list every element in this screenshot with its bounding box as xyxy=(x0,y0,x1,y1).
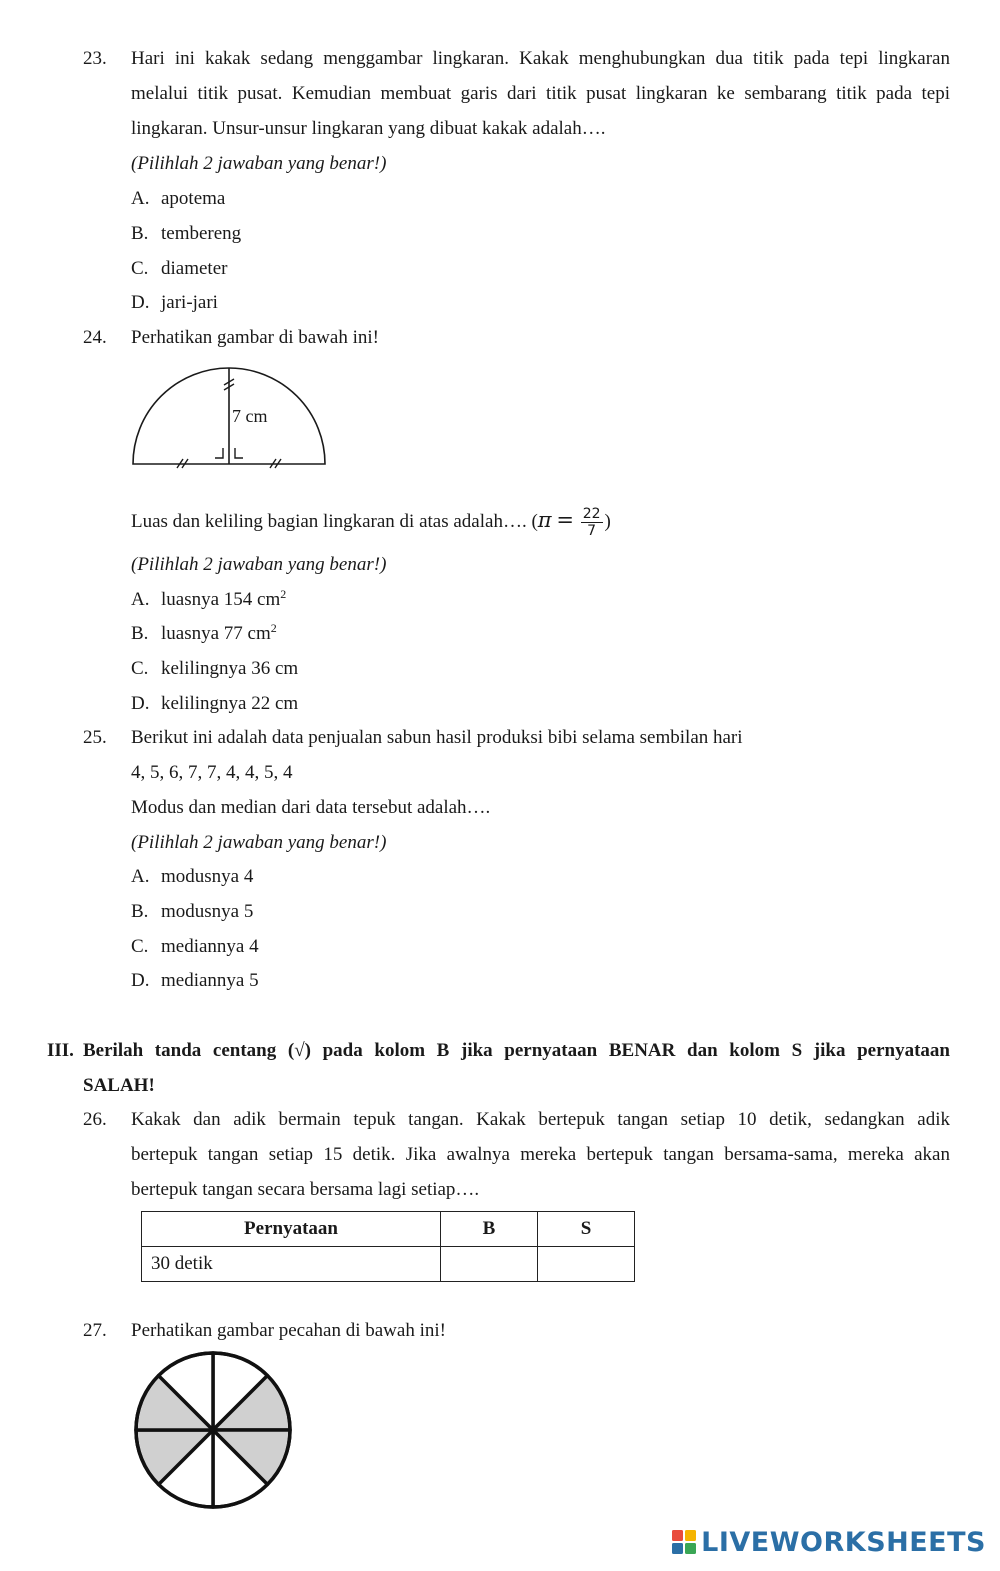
statement-table-header-row xyxy=(142,1212,635,1247)
question-25-data: 4, 5, 6, 7, 7, 4, 4, 5, 4 xyxy=(131,762,293,783)
question-23-instruction: (Pilihlah 2 jawaban yang benar!) xyxy=(131,153,387,174)
table-row xyxy=(142,1247,635,1282)
question-24-question: Luas dan keliling bagian lingkaran di atas adalah…. (π = $\frac{22}{7}$ ) xyxy=(131,506,611,540)
radius-label: 7 cm xyxy=(232,406,268,426)
question-24-number: 24. xyxy=(83,327,107,348)
right-angle-mark-right xyxy=(235,448,243,458)
question-26-line-3: bertepuk tangan secara bersama lagi setiap…. xyxy=(131,1179,480,1200)
question-26-number: 26. xyxy=(83,1109,107,1130)
question-23-line-1: Hari ini kakak sedang menggambar lingkaran. Kakak menghubungkan dua titik pada tepi lingkaran xyxy=(131,48,950,69)
section-3-numeral: III. xyxy=(47,1040,74,1061)
header-pernyataan: Pernyataan xyxy=(142,1212,441,1247)
question-24-option-d[interactable]: D. kelilingnya 22 cm xyxy=(131,693,299,714)
header-b: B xyxy=(441,1212,538,1247)
question-27-prompt: Perhatikan gambar pecahan di bawah ini! xyxy=(131,1320,446,1341)
answer-cell-s[interactable] xyxy=(538,1247,635,1282)
liveworksheets-logo-text: LIVEWORKSHEETS xyxy=(701,1526,986,1558)
question-23-text xyxy=(131,41,950,146)
question-25-option-c[interactable]: C. mediannya 4 xyxy=(131,936,259,957)
section-3-line-1: Berilah tanda centang (√) pada kolom B jika pernyataan BENAR dan kolom S jika pernyataan xyxy=(83,1040,950,1061)
question-23-option-d[interactable]: D. jari-jari xyxy=(131,292,218,313)
liveworksheets-logo-icon xyxy=(671,1529,697,1555)
question-23-line-3: lingkaran. Unsur-unsur lingkaran yang dibuat kakak adalah…. xyxy=(131,118,606,139)
question-25-option-a[interactable]: A. modusnya 4 xyxy=(131,866,254,887)
question-24-prompt: Perhatikan gambar di bawah ini! xyxy=(131,327,379,348)
statement-cell: 30 detik xyxy=(142,1247,441,1282)
question-25-instruction: (Pilihlah 2 jawaban yang benar!) xyxy=(131,832,387,853)
question-25-option-d[interactable]: D. mediannya 5 xyxy=(131,970,259,991)
question-23-option-b[interactable]: B. tembereng xyxy=(131,223,242,244)
question-25-question: Modus dan median dari data tersebut adalah…. xyxy=(131,797,491,818)
section-3-line-2: SALAH! xyxy=(83,1075,155,1096)
right-angle-mark-left xyxy=(215,448,223,458)
semicircle-figure xyxy=(120,355,340,480)
question-24-option-a[interactable]: A. luasnya 154 $cm^2$ xyxy=(131,587,287,610)
question-23-number: 23. xyxy=(83,48,107,69)
question-27-number: 27. xyxy=(83,1320,107,1341)
question-24-option-b[interactable]: B. luasnya 77 $cm^2$ xyxy=(131,621,277,644)
question-23-option-c[interactable]: C. diameter xyxy=(131,258,228,279)
section-3-heading xyxy=(83,1033,950,1103)
header-s: S xyxy=(538,1212,635,1247)
question-26-line-1: Kakak dan adik bermain tepuk tangan. Kakak bertepuk tangan setiap 10 detik, sedangkan adik xyxy=(131,1109,950,1130)
pi-fraction: $\frac{22}{7}$ xyxy=(582,506,601,540)
question-25-number: 25. xyxy=(83,727,107,748)
question-26-line-2: bertepuk tangan setiap 15 detik. Jika awalnya mereka bertepuk tangan bersama-sama, mereka akan xyxy=(131,1144,950,1165)
question-24-instruction: (Pilihlah 2 jawaban yang benar!) xyxy=(131,554,387,575)
question-24-option-c[interactable]: C. kelilingnya 36 cm xyxy=(131,658,299,679)
question-23-option-a[interactable]: A. apotema xyxy=(131,188,226,209)
question-25-prompt: Berikut ini adalah data penjualan sabun hasil produksi bibi selama sembilan hari xyxy=(131,727,743,748)
liveworksheets-logo xyxy=(671,1525,986,1559)
question-23-line-2: melalui titik pusat. Kemudian membuat garis dari titik pusat lingkaran ke sembarang titik pada tepi xyxy=(131,83,950,104)
statement-table xyxy=(141,1211,635,1282)
question-26-text xyxy=(131,1102,950,1207)
fraction-circle-figure xyxy=(128,1349,298,1515)
answer-cell-b[interactable] xyxy=(441,1247,538,1282)
question-25-option-b[interactable]: B. modusnya 5 xyxy=(131,901,254,922)
